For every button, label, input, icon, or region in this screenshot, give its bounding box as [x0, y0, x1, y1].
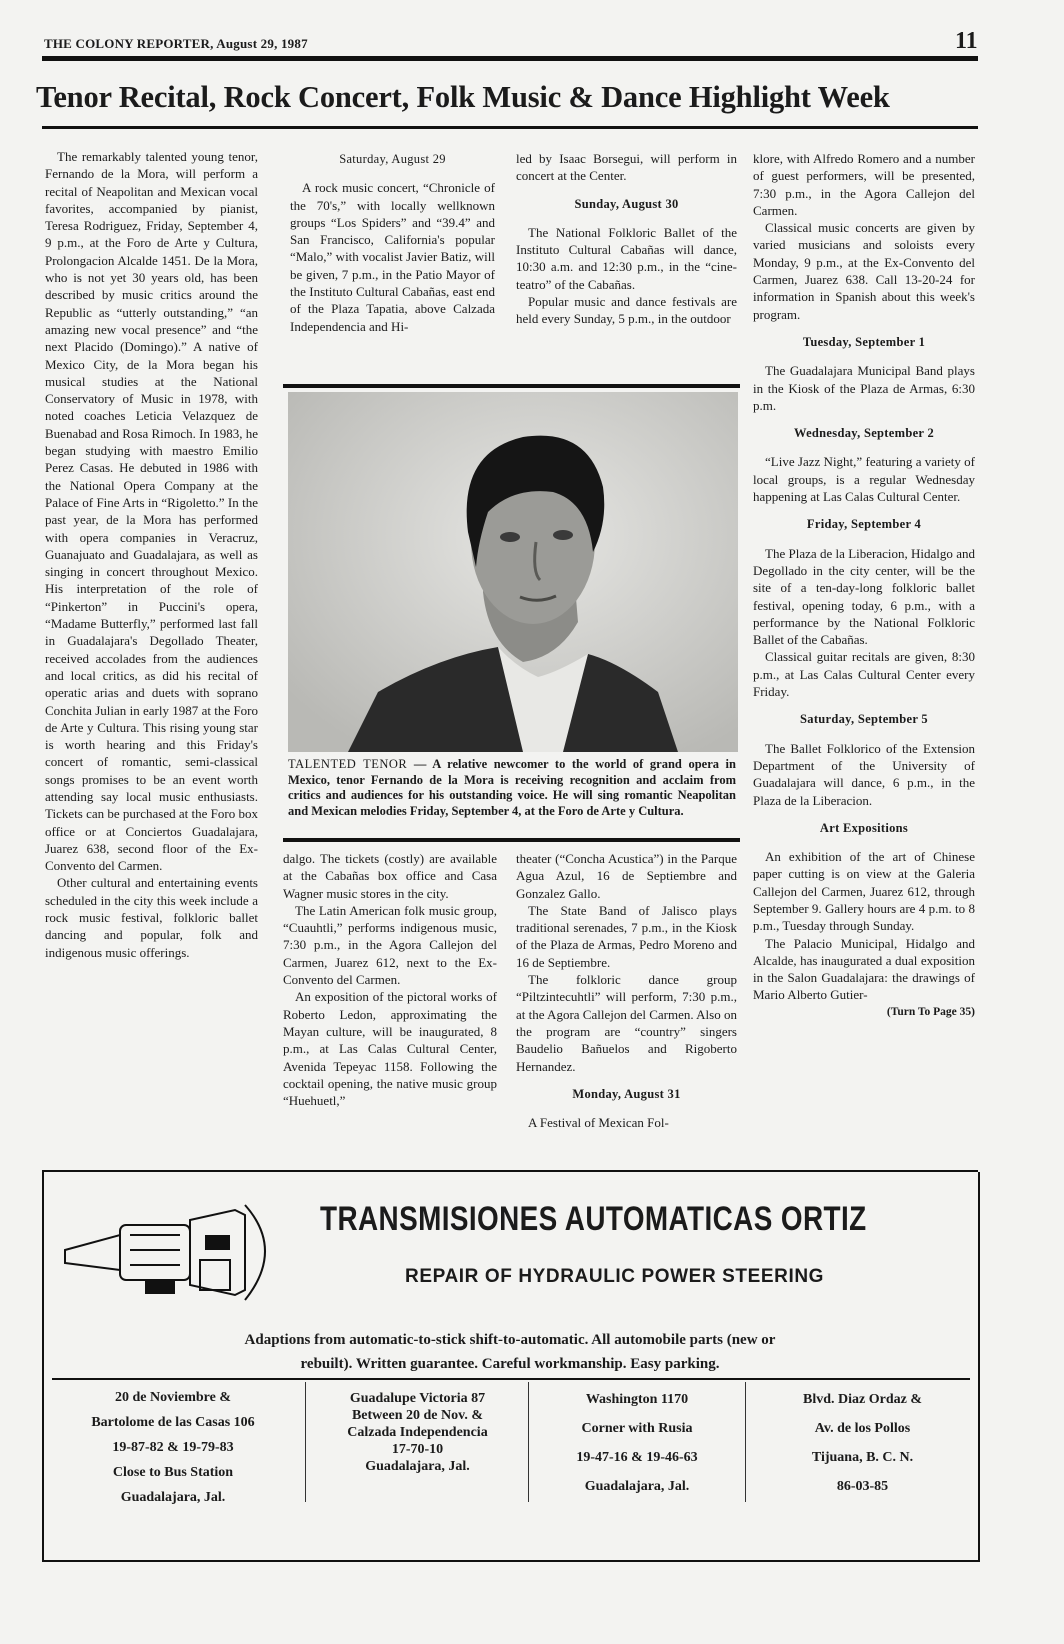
article-paragraph: dalgo. The tickets (costly) are available at the Cabañas box office and Casa Wagner music stores in the city. — [283, 851, 497, 901]
ad-location-line: Blvd. Diaz Ordaz & — [803, 1392, 922, 1407]
article-paragraph: “Live Jazz Night,” featuring a variety of local groups, is a regular Wednesday happening at Las Calas Cultural Center. — [753, 454, 975, 505]
ad-location-line: Corner with Rusia — [581, 1421, 693, 1436]
ad-body-line-1: Adaptions from automatic-to-stick shift-to-automatic. All automobile parts (new or — [244, 1332, 776, 1348]
ad-location-line: Bartolome de las Casas 106 — [91, 1415, 255, 1430]
continued-jump-line: (Turn To Page 35) — [886, 1005, 975, 1018]
article-column-2-bottom — [283, 850, 497, 1109]
event-day-heading: Friday, September 4 — [806, 517, 922, 532]
masthead-rule — [42, 56, 978, 61]
article-paragraph: The National Folkloric Ballet of the Instituto Cultural Cabañas will dance, 10:30 a.m. and 12:30 p.m., in the “cine-teatro” of the Cabañas. — [516, 224, 737, 292]
article-paragraph: An exhibition of the art of Chinese paper cutting is on view at the Galeria Callejon del Carmen, Juarez 612, through September 9. Gallery hours are 4 p.m. to 8 p.m., Tuesday through Sunday. — [753, 849, 975, 934]
tenor-portrait-image — [288, 392, 738, 752]
article-column-4 — [753, 150, 975, 1021]
ad-location-line: 19-47-16 & 19-46-63 — [576, 1450, 698, 1465]
ad-business-name: TRANSMISIONES AUTOMATICAS ORTIZ — [320, 1200, 867, 1238]
article-paragraph: klore, with Alfredo Romero and a number of guest performers, will be presented, 7:30 p.m., in the Agora Callejon del Carmen. — [753, 151, 975, 218]
ad-location-4 — [750, 1385, 975, 1501]
ad-location-line: Calzada Independencia — [347, 1425, 488, 1440]
ad-location-line: Close to Bus Station — [112, 1465, 234, 1480]
article-paragraph: The Guadalajara Municipal Band plays in the Kiosk of the Plaza de Armas, 6:30 p.m. — [753, 363, 975, 413]
event-day-heading: Tuesday, September 1 — [802, 334, 926, 349]
ad-location-line: Tijuana, B. C. N. — [811, 1450, 914, 1465]
article-paragraph: The remarkably talented young tenor, Fernando de la Mora, will perform a recital of Neapolitan and Mexican vocal favorites, accompanied by pianist, Teresa Rodriguez, Friday, September 4, 9 p.m., at the Foro de Arte y Cultura, Prolongacion Alcalde 1451. De la Mora, who is not yet 30 years old, has been described by music critics around the Republic as “utterly outstanding,” “an amazing new vocal presence” and “the next Placido (Domingo).” A native of Mexico City, de la Mora began his musical studies at the National Conservatory of Music in 1978, with noted coaches Leticia Velazquez de Buenabad and Rosa Rimoch. In 1983, he began studying with maestro Emilio Perez Casas. He debuted in 1986 with the National Opera Company at the Palace of Fine Arts in “Rigoletto.” In the past year, de la Mora has performed with opera companies in Veracruz, Guanajuato and Guadalajara, as well as singing in concert throughout Mexico. His interpretation of the role of “Pinkerton” in Puccini's opera, “Madame Butterfly,” performed last fall in Guadalajara's Degollado Theater, received accolades from the audiences and local critics, as did his recital of operatic arias and duets with soprano Conchita Julian in early 1987 at the Foro de Arte y Cultura. This rising young star is worth hearing and this Friday's concert of romantic, semi-classical songs promises to be an event worth attending say local music enthusiasts. Tickets can be purchased at the Foro box office or at Conciertos Guadalajara, Juarez 638, second floor of the Ex-Convento del Carmen. — [45, 149, 259, 874]
ad-location-line: Guadalajara, Jal. — [584, 1479, 690, 1494]
ad-location-line: Av. de los Pollos — [814, 1421, 911, 1436]
article-paragraph: Popular music and dance festivals are held every Sunday, 5 p.m., in the outdoor — [516, 294, 737, 327]
caption-bottom-rule — [283, 838, 740, 842]
photo-top-rule — [283, 384, 740, 388]
event-day-heading: Wednesday, September 2 — [793, 426, 935, 441]
ad-location-3 — [532, 1385, 742, 1501]
article-paragraph: A Festival of Mexican Fol- — [528, 1115, 669, 1131]
ad-location-line: 20 de Noviembre & — [115, 1390, 231, 1405]
ad-location-2 — [310, 1390, 525, 1475]
article-paragraph: theater (“Concha Acustica”) in the Parque Agua Azul, 16 de Septiembre and Gonzalez Gallo. — [516, 851, 737, 901]
ad-location-line: Guadalajara, Jal. — [365, 1459, 470, 1474]
ad-location-1 — [48, 1385, 298, 1510]
article-column-3-bottom — [516, 850, 737, 1131]
ad-location-divider — [528, 1382, 529, 1502]
ad-location-divider — [745, 1382, 746, 1502]
ad-location-divider — [305, 1382, 306, 1502]
article-paragraph: The Latin American folk music group, “Cuauhtli,” performs indigenous music, 7:30 p.m., in the Agora Callejon del Carmen, Juarez 612, next to the Ex-Convento del Carmen. — [283, 902, 497, 988]
article-column-1 — [45, 148, 258, 961]
event-day-heading: Monday, August 31 — [572, 1086, 681, 1101]
ad-location-line: Guadalajara, Jal. — [120, 1490, 226, 1505]
article-column-3-top — [516, 150, 737, 328]
event-day-heading: Saturday, August 29 — [339, 152, 446, 166]
tenor-photo — [288, 392, 738, 752]
ad-tagline: REPAIR OF HYDRAULIC POWER STEERING — [405, 1266, 825, 1287]
transmission-illustration — [60, 1195, 290, 1310]
article-paragraph: A rock music concert, “Chronicle of the 70's,” with locally wellknown groups “Los Spiders” and “39.4” and San Francisco, California's popular “Malo,” with vocalist Javier Batiz, will be given, 7 p.m., in the Patio Mayor of the Instituto Cultural Cabañas, east end of the Plaza Tapatia, above Calzada Independencia and Hi- — [290, 180, 495, 334]
ad-location-line: 86-03-85 — [836, 1479, 889, 1494]
article-column-2-top — [290, 140, 495, 335]
ad-location-line: Guadalupe Victoria 87 — [349, 1391, 486, 1406]
ad-divider-rule — [52, 1378, 970, 1380]
article-paragraph: The Plaza de la Liberacion, Hidalgo and Degollado in the city center, will be the site of a ten-day-long folkloric ballet festival, opening today, 6 p.m., with a performance by the National Folkloric Ballet of the Cabañas. — [753, 545, 975, 648]
event-day-heading: Saturday, September 5 — [800, 712, 928, 727]
ad-body-line-2: rebuilt). Written guarantee. Careful workmanship. Easy parking. — [300, 1356, 720, 1372]
article-paragraph: The folkloric dance group “Piltzintecuhtli” will perform, 7:30 p.m., at the Agora Callejon del Carmen. Also on the program are “country” singers Baudelio Bañuelos and Rigoberto Hernandez. — [516, 972, 737, 1074]
event-day-heading: Sunday, August 30 — [574, 196, 679, 211]
article-paragraph: Classical guitar recitals are given, 8:30 p.m., at Las Calas Cultural Center every Friday. — [753, 649, 975, 700]
article-paragraph: Classical music concerts are given by varied musicians and soloists every Monday, 9 p.m., at the Ex-Convento del Carmen, Juarez 638. Call 13-20-24 for information in Spanish about this week's program. — [753, 220, 975, 322]
event-day-heading: Art Expositions — [819, 820, 909, 835]
article-paragraph: The Ballet Folklorico of the Extension Department of the University of Guadalajara will dance, 6 p.m., in the Plaza de la Liberacion. — [753, 740, 975, 808]
article-paragraph: The State Band of Jalisco plays traditional serenades, 7 p.m., in the Kiosk of the Plaza de Armas, Pedro Moreno and 16 de Septiembre. — [516, 902, 737, 970]
article-paragraph: led by Isaac Borsegui, will perform in concert at the Center. — [516, 151, 737, 184]
ad-location-line: 19-87-82 & 19-79-83 — [112, 1440, 234, 1455]
article-paragraph: Other cultural and entertaining events scheduled in the city this week include a rock music festival, folkloric ballet dancing and popular, folk and indigenous music offerings. — [45, 875, 258, 960]
ad-body — [120, 1328, 900, 1376]
ad-location-line: Between 20 de Nov. & — [351, 1408, 484, 1423]
ad-location-line: Washington 1170 — [585, 1392, 689, 1407]
headline-rule — [42, 126, 978, 129]
photo-caption — [288, 757, 736, 819]
caption-text: — A relative newcomer to the world of grand opera in Mexico, tenor Fernando de la Mora is receiving recognition and acclaim from critics and audiences for his outstanding voice. He will sing romantic Neapolitan and Mexican melodies Friday, September 4, at the Foro de Arte y Cultura. — [288, 757, 736, 818]
headline: Tenor Recital, Rock Concert, Folk Music & Dance Highlight Week — [36, 80, 890, 114]
page-number: 11 — [955, 28, 978, 54]
masthead-paper-date: THE COLONY REPORTER, August 29, 1987 — [44, 36, 308, 51]
caption-lead: TALENTED TENOR — [288, 757, 408, 771]
article-paragraph: An exposition of the pictoral works of Roberto Ledon, approximating the Mayan culture, will be inaugurated, 8 p.m., at Las Calas Cultural Center, Avenida Tepeyac 1158. Following the cocktail opening, the native music group “Huehuetl,” — [283, 989, 497, 1109]
ad-location-line: 17-70-10 — [391, 1442, 444, 1457]
article-paragraph: The Palacio Municipal, Hidalgo and Alcalde, has inaugurated a dual exposition in the Salon Guadalajara: the drawings of Mario Alberto Gutier- — [753, 935, 975, 1003]
